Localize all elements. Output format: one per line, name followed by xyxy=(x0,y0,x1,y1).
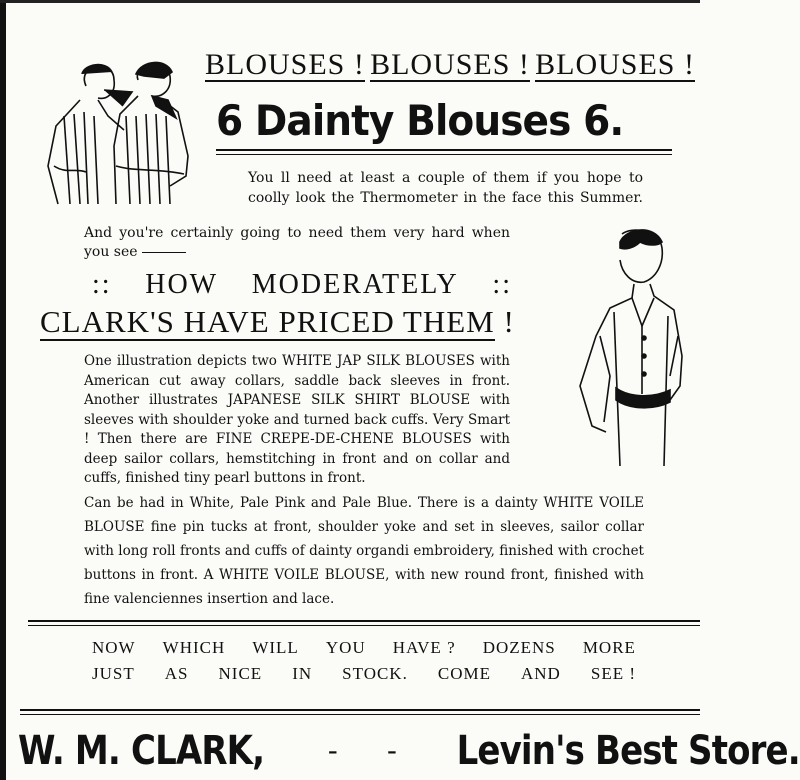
callout-word: :: xyxy=(492,269,512,300)
exclamation: ! xyxy=(503,304,515,339)
closing-line-2 xyxy=(92,664,636,684)
dash: - xyxy=(386,734,396,767)
closing-word: YOU xyxy=(325,638,366,657)
callout-headline: CLARK'S HAVE PRICED THEM xyxy=(40,304,495,339)
divider xyxy=(28,625,700,626)
ad-title: 6 Dainty Blouses 6. xyxy=(216,96,624,145)
closing-word: WILL xyxy=(252,638,299,657)
two-women-illustration xyxy=(36,56,196,206)
divider xyxy=(28,620,700,622)
headline-word: BLOUSES ! xyxy=(205,48,365,81)
closing-word: IN xyxy=(292,664,313,683)
left-border xyxy=(0,0,6,780)
store-owner: W. M. CLARK, xyxy=(18,728,265,774)
footer-dashes xyxy=(308,734,396,774)
dash: - xyxy=(327,734,337,767)
callout-line-2 xyxy=(40,304,560,340)
closing-word: NICE xyxy=(218,664,263,683)
divider xyxy=(216,154,672,155)
headline xyxy=(205,50,695,82)
divider xyxy=(216,149,672,151)
closing-word: AND xyxy=(521,664,561,683)
closing-word: JUST xyxy=(92,664,135,683)
closing-word: MORE xyxy=(582,638,636,657)
divider xyxy=(20,709,700,711)
colors-paragraph: Can be had in White, Pale Pink and Pale Blue. There is a dainty WHITE VOILE BLOUSE fine pin tucks at front, shoulder yoke and set in sleeves, sailor collar with long roll fronts and cuffs of dainty organdi embroidery, finished with crochet buttons in front. A WHITE VOILE BLOUSE, with new round front, finished with fine valenciennes insertion and lace. xyxy=(84,495,644,607)
store-name: Levin's Best Store. xyxy=(456,728,800,774)
top-border xyxy=(0,0,700,3)
description-paragraph: One illustration depicts two WHITE JAP SILK BLOUSES with American cut away collars, saddle back sleeves in front. Another illustrates JAPANESE SILK SHIRT BLOUSE with sleeves with shoulder yoke and turned back cuffs. Very Smart ! Then there are FINE CREPE-DE-CHENE BLOUSES with deep sailor collars, hemstitching in front and on collar and cuffs, finished tiny pearl buttons in front. xyxy=(84,353,510,486)
store-footer xyxy=(18,728,800,774)
callout-word: :: xyxy=(92,269,112,300)
closing-word: DOZENS xyxy=(482,638,556,657)
headline-word: BLOUSES ! xyxy=(535,48,695,81)
closing-word: STOCK. xyxy=(342,664,408,683)
closing-word: NOW xyxy=(92,638,136,657)
callout-word: HOW xyxy=(145,269,219,300)
woman-blouse-illustration xyxy=(570,226,688,476)
intro-paragraph: You ll need at least a couple of them if you hope to coolly look the Thermometer in the face this Summer. xyxy=(248,170,643,206)
callout-word: MODERATELY xyxy=(251,269,459,300)
lead-in-paragraph xyxy=(84,224,510,262)
lead-in-text: And you're certainly going to need them very hard when you see xyxy=(84,225,510,260)
closing-word: SEE ! xyxy=(590,664,636,683)
callout-line-1 xyxy=(92,269,512,301)
divider xyxy=(20,714,700,715)
closing-word: AS xyxy=(164,664,189,683)
closing-word: COME xyxy=(437,664,491,683)
dash-rule xyxy=(142,252,186,253)
closing-word: HAVE ? xyxy=(392,638,456,657)
headline-word: BLOUSES ! xyxy=(370,48,530,81)
closing-word: WHICH xyxy=(162,638,226,657)
closing-line-1 xyxy=(92,638,636,658)
